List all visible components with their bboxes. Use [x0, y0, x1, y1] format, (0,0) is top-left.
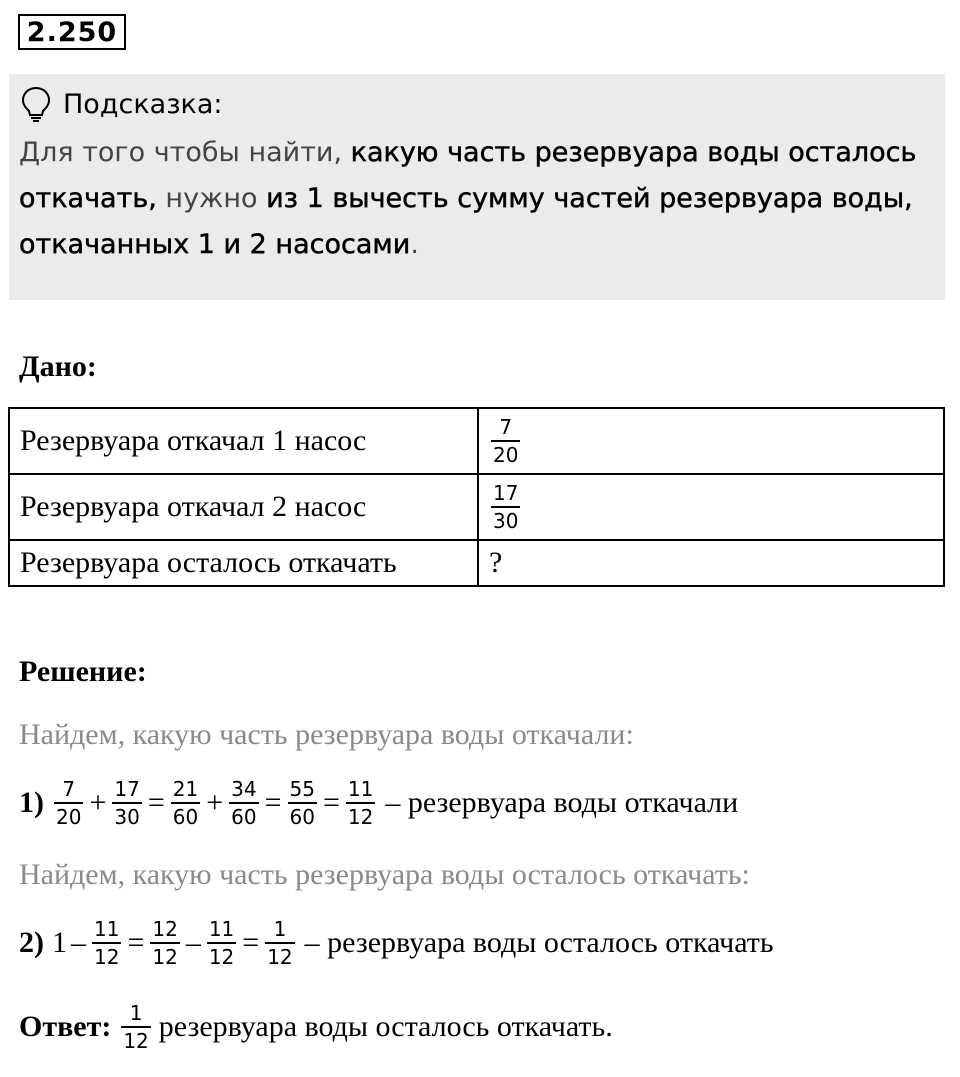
operator: = [322, 786, 340, 819]
hint-bold-1: какую часть резервуара воды осталось откачать, [19, 137, 917, 214]
answer-text: резервуара воды осталось откачать. [158, 1010, 613, 1043]
numerator: 21 [172, 777, 199, 801]
operator: + [89, 786, 107, 819]
numerator: 7 [499, 415, 513, 439]
denominator: 30 [112, 802, 141, 830]
denominator: 60 [288, 802, 317, 830]
numerator: 12 [152, 917, 178, 941]
given-value [478, 474, 944, 540]
given-label: Резервуара откачал 1 насос [9, 408, 478, 474]
given-value [478, 408, 944, 474]
given-label: Резервуара осталось откачать [9, 540, 478, 586]
fraction [171, 776, 200, 830]
hint-part-1: Для того чтобы найти, [19, 137, 351, 168]
operator: – [185, 926, 201, 959]
denominator: 60 [229, 802, 258, 830]
fraction [288, 776, 317, 830]
table-row [9, 474, 944, 540]
operator: – [71, 926, 86, 959]
operator: = [127, 926, 145, 959]
denominator: 60 [171, 802, 200, 830]
step1-line [19, 776, 738, 830]
operator: + [206, 786, 224, 819]
denominator: 12 [265, 942, 294, 970]
numerator: 17 [493, 481, 519, 505]
hint-part-2: нужно [156, 183, 267, 214]
fraction [92, 916, 121, 970]
hint-title: Подсказка: [63, 88, 223, 120]
fraction [229, 776, 258, 830]
denominator: 30 [491, 506, 520, 534]
given-title: Дано: [19, 350, 97, 383]
step2-intro: Найдем, какую часть резервуара воды осталось откачать: [19, 858, 750, 891]
table-row [9, 540, 944, 586]
fraction [491, 414, 520, 468]
denominator: 20 [491, 440, 520, 468]
denominator: 12 [207, 942, 236, 970]
operator: = [147, 786, 165, 819]
numerator: 11 [94, 917, 120, 941]
task-number: 2.250 [18, 14, 126, 50]
given-table [8, 407, 945, 587]
numerator: 11 [347, 777, 374, 801]
table-row [9, 408, 944, 474]
numerator: 34 [231, 777, 257, 801]
numerator: 1 [129, 1001, 143, 1025]
fraction [112, 776, 141, 830]
given-value: ? [478, 540, 944, 586]
numerator: 11 [208, 917, 235, 941]
denominator: 20 [54, 802, 83, 830]
fraction [121, 1000, 150, 1054]
numerator: 17 [114, 777, 140, 801]
given-label: Резервуара откачал 2 насос [9, 474, 478, 540]
operator: = [264, 786, 282, 819]
hint-part-3: . [410, 229, 419, 260]
step-text: – резервуара воды осталось откачать [304, 926, 774, 959]
fraction [491, 480, 520, 534]
denominator: 12 [346, 802, 375, 830]
numerator: 55 [289, 777, 315, 801]
hint-bold-2: из 1 вычесть сумму частей резервуара воды, откачанных 1 и 2 насосами [19, 183, 913, 260]
answer-label: Ответ: [19, 1010, 112, 1043]
number: 1 [52, 926, 67, 959]
hint-header [21, 84, 223, 124]
denominator: 12 [150, 942, 179, 970]
denominator: 12 [121, 1026, 150, 1054]
fraction [207, 916, 236, 970]
fraction [54, 776, 83, 830]
fraction [150, 916, 179, 970]
step-label: 1) [19, 786, 44, 819]
step-text: – резервуара воды откачали [385, 786, 739, 819]
hint-text [19, 130, 939, 268]
numerator: 1 [273, 917, 287, 941]
denominator: 12 [92, 942, 121, 970]
fraction [346, 776, 375, 830]
solution-title: Решение: [19, 655, 147, 688]
step-label: 2) [19, 926, 44, 959]
step2-line [19, 916, 774, 970]
operator: = [242, 926, 260, 959]
step1-intro: Найдем, какую часть резервуара воды откачали: [19, 718, 634, 751]
numerator: 7 [62, 777, 76, 801]
hint-box [9, 74, 945, 300]
answer-line [19, 1000, 613, 1054]
fraction [265, 916, 294, 970]
lightbulb-icon [21, 86, 51, 122]
